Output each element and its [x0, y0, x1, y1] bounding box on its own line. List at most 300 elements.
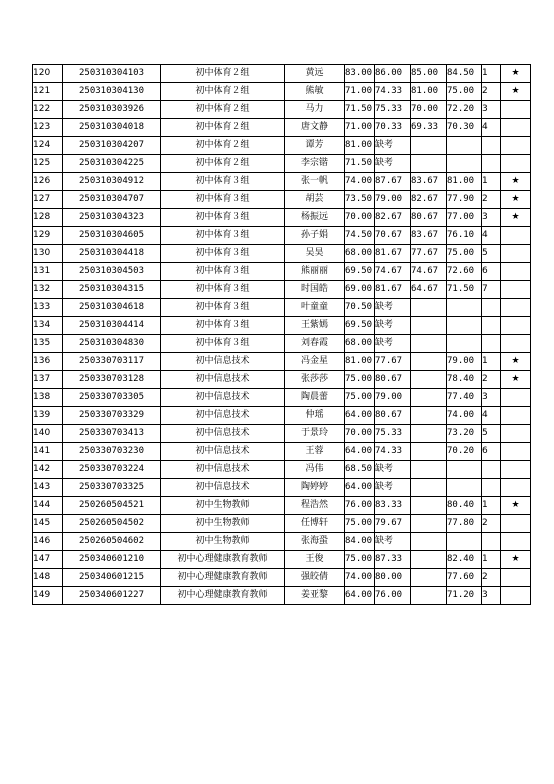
table-row	[33, 245, 531, 263]
exam-number: 250310304323	[63, 209, 161, 227]
selected-star-icon	[501, 533, 531, 551]
written-score: 76.00	[345, 497, 375, 515]
interview-score: 70.33	[375, 119, 411, 137]
row-number: 124	[33, 137, 63, 155]
skill-score	[411, 497, 447, 515]
selected-star-icon	[501, 155, 531, 173]
interview-score: 81.67	[375, 281, 411, 299]
selected-star-icon	[501, 569, 531, 587]
row-number: 129	[33, 227, 63, 245]
selected-star-icon	[501, 407, 531, 425]
table-row	[33, 389, 531, 407]
candidate-name: 张一帆	[285, 173, 345, 191]
table-row	[33, 569, 531, 587]
written-score: 64.00	[345, 587, 375, 605]
total-score	[447, 461, 482, 479]
row-number: 120	[33, 65, 63, 83]
total-score: 74.00	[447, 407, 482, 425]
written-score: 70.00	[345, 425, 375, 443]
table-row	[33, 551, 531, 569]
written-score: 74.00	[345, 569, 375, 587]
interview-score: 76.00	[375, 587, 411, 605]
row-number: 133	[33, 299, 63, 317]
selected-star-icon	[501, 137, 531, 155]
position-name: 初中体育２组	[161, 101, 285, 119]
exam-number: 250260504521	[63, 497, 161, 515]
skill-score	[411, 137, 447, 155]
interview-score: 77.67	[375, 353, 411, 371]
rank	[482, 299, 501, 317]
total-score: 82.40	[447, 551, 482, 569]
candidate-name: 孙子娟	[285, 227, 345, 245]
candidate-name: 刘春霞	[285, 335, 345, 353]
exam-number: 250310304707	[63, 191, 161, 209]
selected-star-icon	[501, 587, 531, 605]
interview-score: 75.33	[375, 101, 411, 119]
position-name: 初中信息技术	[161, 353, 285, 371]
rank	[482, 533, 501, 551]
interview-score: 74.67	[375, 263, 411, 281]
exam-number: 250310304315	[63, 281, 161, 299]
table-row	[33, 281, 531, 299]
total-score: 78.40	[447, 371, 482, 389]
rank	[482, 317, 501, 335]
candidate-name: 马力	[285, 101, 345, 119]
position-name: 初中信息技术	[161, 371, 285, 389]
table-row	[33, 155, 531, 173]
written-score: 74.50	[345, 227, 375, 245]
selected-star-icon: ★	[501, 497, 531, 515]
interview-score: 缺考	[375, 137, 411, 155]
position-name: 初中体育２组	[161, 137, 285, 155]
exam-number: 250310304130	[63, 83, 161, 101]
selected-star-icon	[501, 335, 531, 353]
candidate-name: 谭芳	[285, 137, 345, 155]
skill-score: 74.67	[411, 263, 447, 281]
position-name: 初中体育３组	[161, 227, 285, 245]
position-name: 初中体育２组	[161, 119, 285, 137]
selected-star-icon	[501, 479, 531, 497]
candidate-name: 张海蛩	[285, 533, 345, 551]
exam-number: 250310304618	[63, 299, 161, 317]
written-score: 69.50	[345, 317, 375, 335]
position-name: 初中体育３组	[161, 317, 285, 335]
table-row	[33, 209, 531, 227]
row-number: 139	[33, 407, 63, 425]
position-name: 初中信息技术	[161, 461, 285, 479]
table-row	[33, 191, 531, 209]
exam-number: 250330703329	[63, 407, 161, 425]
selected-star-icon	[501, 263, 531, 281]
table-row	[33, 83, 531, 101]
position-name: 初中体育３组	[161, 263, 285, 281]
rank: 3	[482, 587, 501, 605]
selected-star-icon	[501, 317, 531, 335]
written-score: 71.00	[345, 119, 375, 137]
row-number: 138	[33, 389, 63, 407]
skill-score	[411, 389, 447, 407]
exam-number: 250310304830	[63, 335, 161, 353]
rank	[482, 461, 501, 479]
row-number: 149	[33, 587, 63, 605]
table-row	[33, 263, 531, 281]
table-row	[33, 479, 531, 497]
interview-score: 80.67	[375, 407, 411, 425]
position-name: 初中生物教师	[161, 515, 285, 533]
total-score: 75.00	[447, 83, 482, 101]
candidate-name: 冯金星	[285, 353, 345, 371]
rank	[482, 479, 501, 497]
position-name: 初中信息技术	[161, 443, 285, 461]
interview-score: 缺考	[375, 335, 411, 353]
interview-score: 缺考	[375, 155, 411, 173]
position-name: 初中体育３组	[161, 335, 285, 353]
selected-star-icon: ★	[501, 191, 531, 209]
position-name: 初中体育３组	[161, 209, 285, 227]
position-name: 初中体育２组	[161, 83, 285, 101]
candidate-name: 强皎倩	[285, 569, 345, 587]
selected-star-icon	[501, 119, 531, 137]
table-row	[33, 497, 531, 515]
total-score: 77.40	[447, 389, 482, 407]
interview-score: 74.33	[375, 83, 411, 101]
table-row	[33, 335, 531, 353]
total-score: 75.00	[447, 245, 482, 263]
exam-number: 250330703230	[63, 443, 161, 461]
skill-score: 83.67	[411, 173, 447, 191]
table-row	[33, 407, 531, 425]
row-number: 148	[33, 569, 63, 587]
skill-score: 77.67	[411, 245, 447, 263]
interview-score: 缺考	[375, 299, 411, 317]
total-score: 72.60	[447, 263, 482, 281]
rank: 1	[482, 65, 501, 83]
selected-star-icon	[501, 245, 531, 263]
row-number: 144	[33, 497, 63, 515]
skill-score	[411, 371, 447, 389]
exam-number: 250330703413	[63, 425, 161, 443]
rank: 4	[482, 227, 501, 245]
interview-score: 80.67	[375, 371, 411, 389]
written-score: 75.00	[345, 371, 375, 389]
skill-score	[411, 569, 447, 587]
rank: 2	[482, 569, 501, 587]
exam-number: 250340601227	[63, 587, 161, 605]
position-name: 初中信息技术	[161, 407, 285, 425]
exam-number: 250330703224	[63, 461, 161, 479]
interview-score: 82.67	[375, 209, 411, 227]
selected-star-icon	[501, 389, 531, 407]
total-score: 81.00	[447, 173, 482, 191]
written-score: 71.50	[345, 101, 375, 119]
selected-star-icon	[501, 299, 531, 317]
written-score: 69.00	[345, 281, 375, 299]
candidate-name: 黄远	[285, 65, 345, 83]
position-name: 初中信息技术	[161, 389, 285, 407]
interview-score: 83.33	[375, 497, 411, 515]
candidate-name: 仲瑶	[285, 407, 345, 425]
rank: 2	[482, 83, 501, 101]
total-score: 76.10	[447, 227, 482, 245]
rank: 5	[482, 245, 501, 263]
exam-number: 250310304418	[63, 245, 161, 263]
candidate-name: 叶童童	[285, 299, 345, 317]
position-name: 初中体育２组	[161, 65, 285, 83]
total-score	[447, 479, 482, 497]
table-row	[33, 317, 531, 335]
exam-number: 250260504602	[63, 533, 161, 551]
row-number: 127	[33, 191, 63, 209]
selected-star-icon: ★	[501, 353, 531, 371]
skill-score	[411, 443, 447, 461]
table-row	[33, 119, 531, 137]
position-name: 初中体育３组	[161, 173, 285, 191]
written-score: 75.00	[345, 551, 375, 569]
table-row	[33, 461, 531, 479]
exam-number: 250310304605	[63, 227, 161, 245]
table-row	[33, 227, 531, 245]
exam-number: 250310304103	[63, 65, 161, 83]
candidate-name: 王紫嫣	[285, 317, 345, 335]
score-table	[32, 64, 531, 605]
table-row	[33, 299, 531, 317]
selected-star-icon: ★	[501, 209, 531, 227]
skill-score	[411, 587, 447, 605]
row-number: 140	[33, 425, 63, 443]
written-score: 84.00	[345, 533, 375, 551]
interview-score: 81.67	[375, 245, 411, 263]
selected-star-icon: ★	[501, 83, 531, 101]
exam-number: 250260504502	[63, 515, 161, 533]
interview-score: 87.67	[375, 173, 411, 191]
row-number: 131	[33, 263, 63, 281]
position-name: 初中信息技术	[161, 479, 285, 497]
total-score: 79.00	[447, 353, 482, 371]
candidate-name: 程浩然	[285, 497, 345, 515]
interview-score: 缺考	[375, 479, 411, 497]
rank: 3	[482, 101, 501, 119]
rank: 3	[482, 209, 501, 227]
candidate-name: 熊敏	[285, 83, 345, 101]
skill-score	[411, 353, 447, 371]
exam-number: 250310304018	[63, 119, 161, 137]
row-number: 136	[33, 353, 63, 371]
position-name: 初中生物教师	[161, 533, 285, 551]
exam-number: 250310304225	[63, 155, 161, 173]
table-row	[33, 101, 531, 119]
selected-star-icon: ★	[501, 173, 531, 191]
written-score: 64.00	[345, 479, 375, 497]
selected-star-icon	[501, 443, 531, 461]
table-row	[33, 425, 531, 443]
position-name: 初中体育３组	[161, 299, 285, 317]
position-name: 初中心理健康教育教师	[161, 569, 285, 587]
total-score: 77.90	[447, 191, 482, 209]
skill-score: 85.00	[411, 65, 447, 83]
written-score: 68.00	[345, 245, 375, 263]
interview-score: 79.00	[375, 191, 411, 209]
selected-star-icon	[501, 101, 531, 119]
table-row	[33, 353, 531, 371]
rank: 6	[482, 263, 501, 281]
skill-score: 83.67	[411, 227, 447, 245]
row-number: 121	[33, 83, 63, 101]
rank: 1	[482, 497, 501, 515]
interview-score: 74.33	[375, 443, 411, 461]
interview-score: 70.67	[375, 227, 411, 245]
position-name: 初中体育３组	[161, 281, 285, 299]
position-name: 初中心理健康教育教师	[161, 551, 285, 569]
skill-score	[411, 479, 447, 497]
skill-score: 64.67	[411, 281, 447, 299]
skill-score	[411, 299, 447, 317]
written-score: 64.00	[345, 443, 375, 461]
total-score: 77.60	[447, 569, 482, 587]
row-number: 137	[33, 371, 63, 389]
table-row	[33, 137, 531, 155]
row-number: 147	[33, 551, 63, 569]
row-number: 132	[33, 281, 63, 299]
written-score: 75.00	[345, 515, 375, 533]
skill-score: 80.67	[411, 209, 447, 227]
row-number: 128	[33, 209, 63, 227]
position-name: 初中心理健康教育教师	[161, 587, 285, 605]
row-number: 135	[33, 335, 63, 353]
written-score: 68.50	[345, 461, 375, 479]
interview-score: 缺考	[375, 461, 411, 479]
selected-star-icon	[501, 281, 531, 299]
score-table-body	[33, 65, 531, 605]
position-name: 初中体育３组	[161, 191, 285, 209]
position-name: 初中体育３组	[161, 245, 285, 263]
total-score: 80.40	[447, 497, 482, 515]
candidate-name: 杨振远	[285, 209, 345, 227]
candidate-name: 时国皓	[285, 281, 345, 299]
candidate-name: 陶晨蕾	[285, 389, 345, 407]
total-score: 71.20	[447, 587, 482, 605]
written-score: 83.00	[345, 65, 375, 83]
candidate-name: 王俊	[285, 551, 345, 569]
rank: 7	[482, 281, 501, 299]
interview-score: 86.00	[375, 65, 411, 83]
total-score	[447, 155, 482, 173]
interview-score: 缺考	[375, 317, 411, 335]
total-score	[447, 137, 482, 155]
written-score: 71.50	[345, 155, 375, 173]
exam-number: 250340601215	[63, 569, 161, 587]
rank: 2	[482, 515, 501, 533]
rank: 1	[482, 173, 501, 191]
written-score: 64.00	[345, 407, 375, 425]
row-number: 130	[33, 245, 63, 263]
table-row	[33, 587, 531, 605]
exam-number: 250330703128	[63, 371, 161, 389]
candidate-name: 胡芸	[285, 191, 345, 209]
rank: 6	[482, 443, 501, 461]
interview-score: 缺考	[375, 533, 411, 551]
skill-score	[411, 533, 447, 551]
total-score: 70.30	[447, 119, 482, 137]
interview-score: 87.33	[375, 551, 411, 569]
candidate-name: 吴昊	[285, 245, 345, 263]
exam-number: 250310304207	[63, 137, 161, 155]
written-score: 73.50	[345, 191, 375, 209]
rank: 1	[482, 551, 501, 569]
table-row	[33, 533, 531, 551]
total-score	[447, 533, 482, 551]
candidate-name: 陶婷婷	[285, 479, 345, 497]
total-score: 77.00	[447, 209, 482, 227]
skill-score	[411, 155, 447, 173]
written-score: 70.50	[345, 299, 375, 317]
selected-star-icon: ★	[501, 371, 531, 389]
skill-score	[411, 317, 447, 335]
table-row	[33, 65, 531, 83]
exam-number: 250330703325	[63, 479, 161, 497]
candidate-name: 冯伟	[285, 461, 345, 479]
interview-score: 79.00	[375, 389, 411, 407]
row-number: 143	[33, 479, 63, 497]
total-score	[447, 317, 482, 335]
position-name: 初中生物教师	[161, 497, 285, 515]
exam-number: 250330703117	[63, 353, 161, 371]
skill-score: 81.00	[411, 83, 447, 101]
candidate-name: 于景玲	[285, 425, 345, 443]
row-number: 126	[33, 173, 63, 191]
rank: 2	[482, 191, 501, 209]
row-number: 123	[33, 119, 63, 137]
selected-star-icon: ★	[501, 65, 531, 83]
position-name: 初中体育２组	[161, 155, 285, 173]
written-score: 75.00	[345, 389, 375, 407]
total-score	[447, 335, 482, 353]
written-score: 69.50	[345, 263, 375, 281]
rank	[482, 335, 501, 353]
table-row	[33, 443, 531, 461]
written-score: 71.00	[345, 83, 375, 101]
written-score: 81.00	[345, 353, 375, 371]
row-number: 134	[33, 317, 63, 335]
candidate-name: 唐文静	[285, 119, 345, 137]
interview-score: 80.00	[375, 569, 411, 587]
rank	[482, 137, 501, 155]
row-number: 125	[33, 155, 63, 173]
candidate-name: 王蓉	[285, 443, 345, 461]
selected-star-icon	[501, 515, 531, 533]
skill-score	[411, 335, 447, 353]
row-number: 142	[33, 461, 63, 479]
total-score: 70.20	[447, 443, 482, 461]
skill-score: 69.33	[411, 119, 447, 137]
skill-score: 70.00	[411, 101, 447, 119]
exam-number: 250310303926	[63, 101, 161, 119]
rank	[482, 155, 501, 173]
skill-score	[411, 551, 447, 569]
row-number: 141	[33, 443, 63, 461]
candidate-name: 李宗锴	[285, 155, 345, 173]
written-score: 68.00	[345, 335, 375, 353]
row-number: 145	[33, 515, 63, 533]
table-row	[33, 515, 531, 533]
candidate-name: 任博轩	[285, 515, 345, 533]
candidate-name: 姜亚黎	[285, 587, 345, 605]
total-score	[447, 299, 482, 317]
exam-number: 250340601210	[63, 551, 161, 569]
skill-score	[411, 407, 447, 425]
total-score: 77.80	[447, 515, 482, 533]
total-score: 73.20	[447, 425, 482, 443]
total-score: 72.20	[447, 101, 482, 119]
